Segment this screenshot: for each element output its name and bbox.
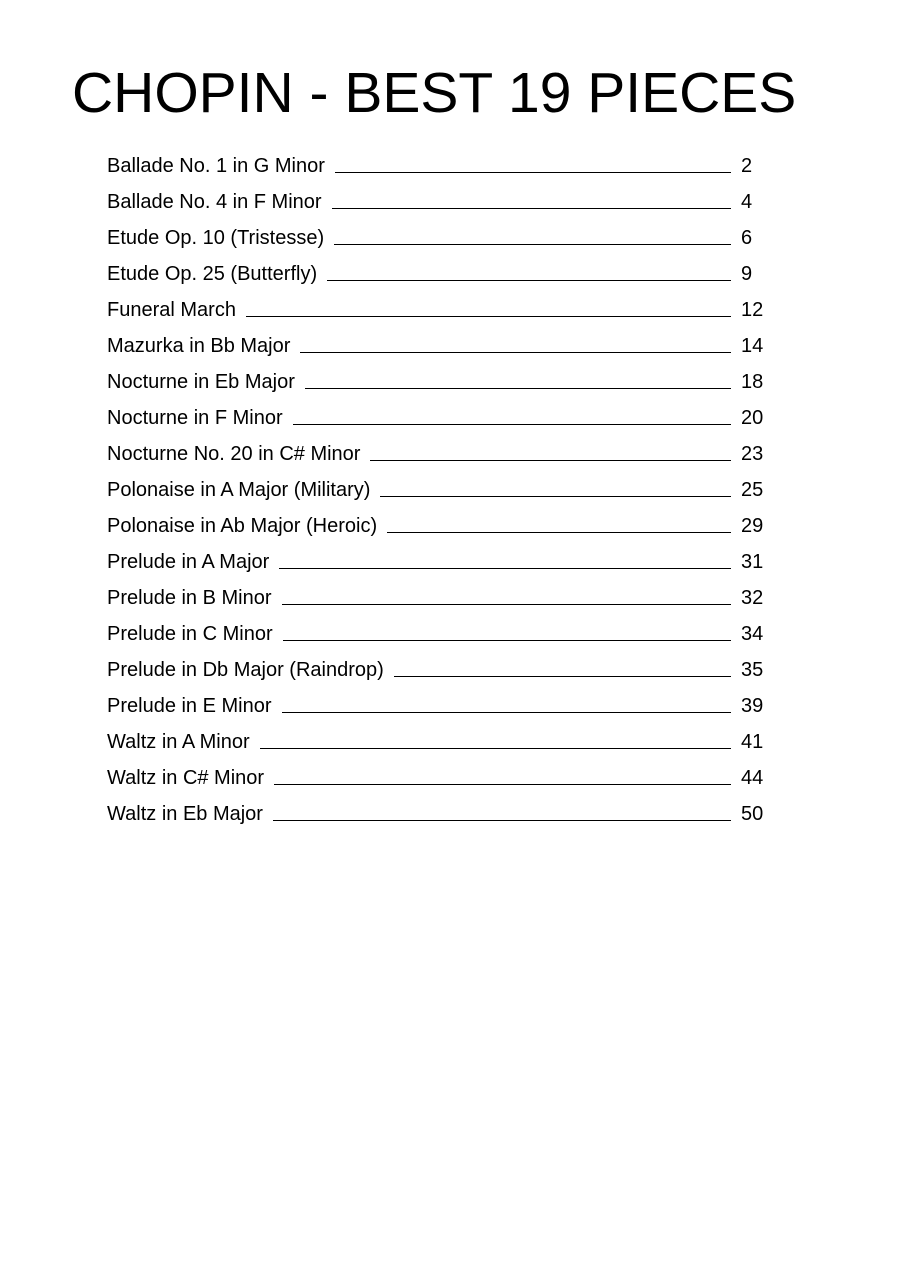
toc-leader-line [380, 496, 731, 497]
toc-entry [107, 326, 767, 362]
toc-entry [107, 182, 767, 218]
toc-entry-title: Polonaise in A Major (Military) [107, 479, 371, 501]
toc-entry-page: 18 [741, 371, 764, 393]
toc-entry-title: Prelude in E Minor [107, 695, 272, 717]
toc-leader-line [305, 388, 731, 389]
toc-entry-page: 50 [741, 803, 764, 825]
toc-entry [107, 146, 767, 182]
toc-entry-title: Prelude in C Minor [107, 623, 273, 645]
toc-entry-page: 32 [741, 587, 764, 609]
toc-leader-line [282, 712, 731, 713]
table-of-contents [107, 146, 767, 830]
toc-entry [107, 254, 767, 290]
toc-leader-line [260, 748, 731, 749]
toc-entry-page: 31 [741, 551, 764, 573]
toc-leader-line [387, 532, 731, 533]
toc-entry [107, 218, 767, 254]
toc-leader-line [335, 172, 731, 173]
toc-leader-line [300, 352, 731, 353]
toc-leader-line [282, 604, 731, 605]
toc-entry [107, 758, 767, 794]
toc-leader-line [283, 640, 731, 641]
toc-entry [107, 362, 767, 398]
toc-entry-title: Prelude in B Minor [107, 587, 272, 609]
toc-entry-page: 14 [741, 335, 764, 357]
toc-entry-page: 4 [741, 191, 753, 213]
toc-entry [107, 722, 767, 758]
toc-entry-page: 2 [741, 155, 753, 177]
page-title: CHOPIN - BEST 19 PIECES [72, 61, 797, 125]
toc-leader-line [327, 280, 731, 281]
toc-entry [107, 470, 767, 506]
toc-leader-line [332, 208, 731, 209]
toc-entry [107, 650, 767, 686]
toc-entry-title: Polonaise in Ab Major (Heroic) [107, 515, 378, 537]
toc-entry-page: 39 [741, 695, 764, 717]
toc-leader-line [370, 460, 731, 461]
toc-entry-page: 9 [741, 263, 753, 285]
toc-entry-page: 12 [741, 299, 764, 321]
toc-entry-title: Nocturne in Eb Major [107, 371, 295, 393]
toc-entry-title: Ballade No. 4 in F Minor [107, 191, 322, 213]
toc-leader-line [274, 784, 731, 785]
toc-entry [107, 290, 767, 326]
toc-entry-title: Nocturne No. 20 in C# Minor [107, 443, 361, 465]
toc-leader-line [246, 316, 731, 317]
toc-entry-title: Prelude in A Major [107, 551, 270, 573]
toc-entry-page: 44 [741, 767, 764, 789]
toc-entry-page: 41 [741, 731, 764, 753]
toc-entry-title: Prelude in Db Major (Raindrop) [107, 659, 384, 681]
toc-entry [107, 542, 767, 578]
toc-entry-title: Nocturne in F Minor [107, 407, 283, 429]
toc-entry [107, 506, 767, 542]
toc-entry-page: 6 [741, 227, 753, 249]
toc-leader-line [293, 424, 731, 425]
toc-leader-line [273, 820, 731, 821]
toc-entry-title: Funeral March [107, 299, 236, 321]
toc-entry-title: Mazurka in Bb Major [107, 335, 291, 357]
toc-entry-page: 29 [741, 515, 764, 537]
toc-leader-line [334, 244, 731, 245]
toc-entry-title: Ballade No. 1 in G Minor [107, 155, 325, 177]
toc-entry-title: Etude Op. 25 (Butterfly) [107, 263, 318, 285]
toc-entry [107, 614, 767, 650]
toc-entry-page: 34 [741, 623, 764, 645]
toc-entry [107, 686, 767, 722]
toc-leader-line [279, 568, 731, 569]
toc-entry-page: 23 [741, 443, 764, 465]
toc-entry [107, 398, 767, 434]
toc-entry-title: Waltz in Eb Major [107, 803, 263, 825]
toc-entry-title: Etude Op. 10 (Tristesse) [107, 227, 325, 249]
toc-entry-title: Waltz in A Minor [107, 731, 250, 753]
toc-entry [107, 434, 767, 470]
toc-entry-title: Waltz in C# Minor [107, 767, 265, 789]
toc-leader-line [394, 676, 731, 677]
toc-entry-page: 35 [741, 659, 764, 681]
toc-entry-page: 20 [741, 407, 764, 429]
toc-entry-page: 25 [741, 479, 764, 501]
toc-entry [107, 578, 767, 614]
toc-entry [107, 794, 767, 830]
